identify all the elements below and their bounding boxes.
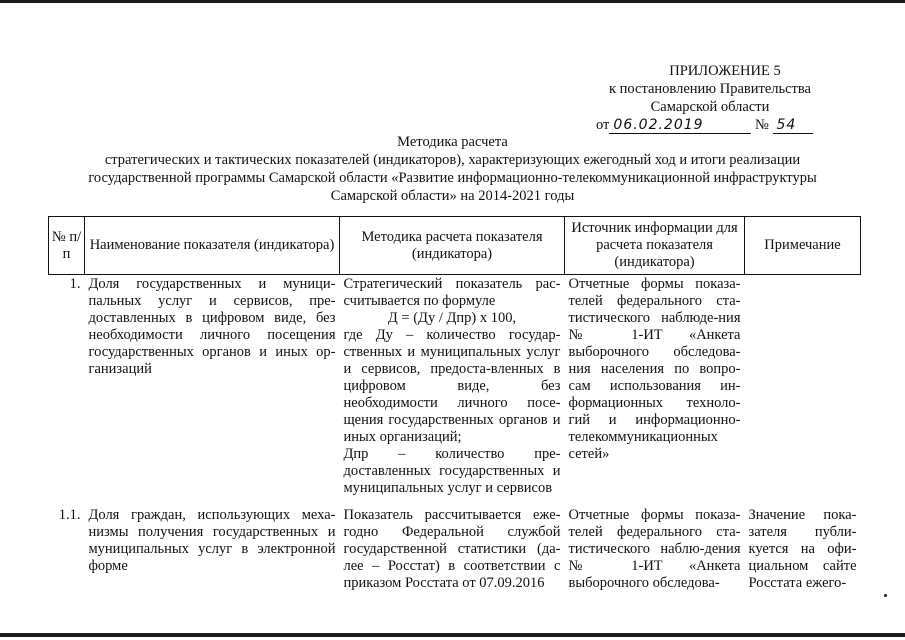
scan-top-edge: [0, 0, 905, 3]
appendix-region-line: Самарской области: [650, 99, 770, 115]
row-number: 1.: [69, 276, 81, 292]
handwritten-date: 06.02.2019: [609, 117, 751, 134]
handwritten-number: 54: [773, 117, 813, 134]
appendix-block: [560, 62, 860, 134]
row-name: Доля граждан, использующих меха-низмы получения государственных и муниципальных услуг в электронной форме: [88, 507, 336, 574]
row-name: Доля государственных и муници-пальных услуг и сервисов, пре-доставленных в цифровом виде, без необходимости личного посещения государственных органов и иных ор-ганизаций: [88, 276, 336, 377]
indicator-method-table: [48, 216, 861, 593]
method-intro: Стратегический показатель рас-считывается по формуле: [343, 276, 561, 309]
date-prefix: от: [596, 117, 610, 133]
scan-speck: [884, 594, 887, 597]
method-definition-2: Дпр – количество пре-доставленных государственных и муниципальных услуг и сервисов: [343, 446, 561, 496]
appendix-resolution-line: к постановлению Правительства: [609, 81, 811, 97]
row-note: [745, 275, 861, 499]
appendix-date-number-line: [560, 116, 860, 134]
method-definition-1: где Ду – количество государ-ственных и муниципальных услуг и сервисов, предоста-вленных в цифровом виде, без необходимости личного посе-щения государственных органов и иных организаций;: [343, 327, 561, 445]
number-prefix: №: [755, 117, 769, 133]
header-note: Примечание: [745, 217, 861, 275]
scan-bottom-edge: [0, 633, 905, 637]
header-source: Источник информации для расчета показателя (индикатора): [565, 217, 745, 275]
row-method: Показатель рассчитывается еже-годно Федеральной службой государственной статистики (да-лее – Росстат) в соответствии с приказом Росстата от 07.09.2016: [343, 507, 561, 591]
document-heading: [0, 133, 905, 205]
row-note: Значение пока-зателя публи-куется на офи-циальном сайте Росстата ежего-: [748, 507, 857, 591]
method-formula: Д = (Ду / Дпр) х 100,: [387, 310, 517, 326]
table-row: [49, 275, 861, 499]
table-header-row: [49, 217, 861, 275]
row-method: [340, 275, 565, 499]
row-source: Отчетные формы показа-телей федерального ста-тистического наблюде-ния № 1-ИТ «Анкета выборочного обследова-ния населения по вопро-сам использования ин-формационных техноло-гий и информационно-телекоммуникационных сетей»: [568, 276, 741, 462]
header-method: Методика расчета показателя (индикатора): [340, 217, 565, 275]
heading-line-4: Самарской области» на 2014-2021 годы: [330, 188, 575, 204]
heading-line-2: стратегических и тактических показателей (индикаторов), характеризующих ежегодный ход и итоги реализации: [104, 152, 801, 168]
heading-line-3: государственной программы Самарской области «Развитие информационно-телекоммуникационной инфраструктуры: [88, 170, 817, 186]
table-row: [49, 506, 861, 593]
appendix-title: ПРИЛОЖЕНИЕ 5: [669, 63, 781, 79]
heading-title: Методика расчета: [397, 134, 508, 150]
row-number: 1.1.: [58, 507, 81, 523]
header-num: № п/п: [49, 217, 85, 275]
header-name: Наименование показателя (индикатора): [85, 217, 340, 275]
row-source: Отчетные формы показа-телей федерального ста-тистического наблю-дения № 1-ИТ «Анкета выборочного обследова-: [568, 507, 741, 591]
row-spacer: [49, 498, 861, 506]
